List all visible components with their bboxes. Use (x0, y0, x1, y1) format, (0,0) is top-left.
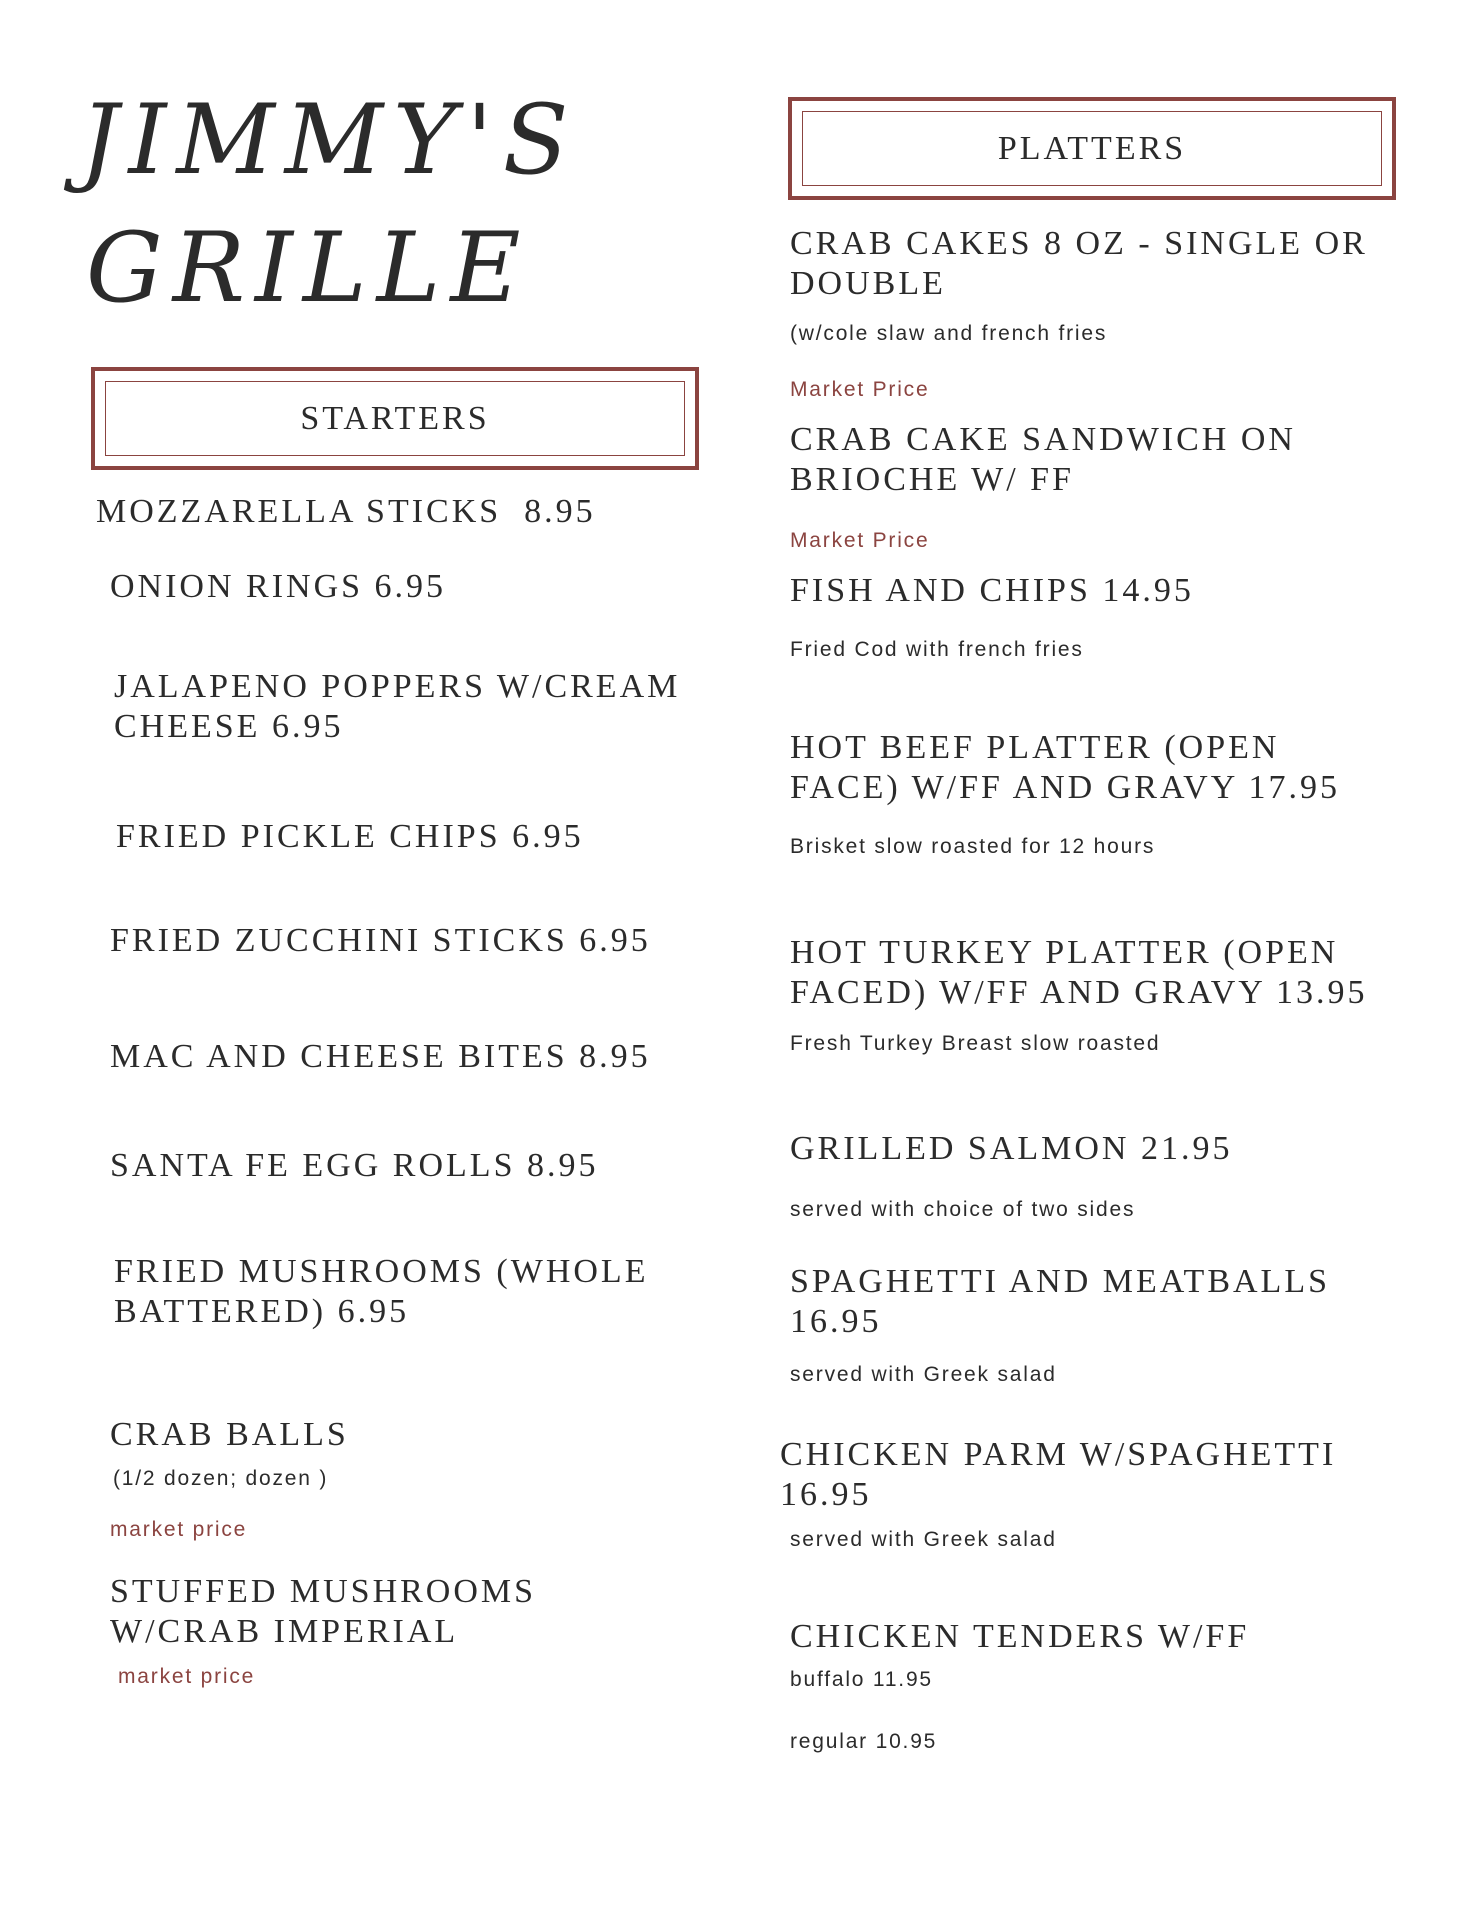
platter-item-name: CHICKEN TENDERS W/FF (790, 1618, 1250, 1655)
platter-item-option: buffalo 11.95 (790, 1668, 933, 1691)
platter-item-price: Market Price (790, 378, 930, 401)
starter-item-name: MAC AND CHEESE BITES 8.95 (110, 1038, 651, 1075)
platter-item-description: served with Greek salad (790, 1363, 1057, 1386)
starter-item-name: FRIED MUSHROOMS (WHOLE BATTERED) 6.95 (114, 1253, 649, 1330)
starters-header-box (91, 367, 699, 470)
starter-item-name: FRIED ZUCCHINI STICKS 6.95 (110, 922, 651, 959)
platter-item-name: SPAGHETTI AND MEATBALLS 16.95 (790, 1263, 1331, 1340)
platter-item-name: HOT TURKEY PLATTER (OPEN FACED) W/FF AND GRAVY 13.95 (790, 934, 1368, 1011)
platter-item-name: GRILLED SALMON 21.95 (790, 1130, 1233, 1167)
platter-item-name: CRAB CAKE SANDWICH ON BRIOCHE W/ FF (790, 421, 1296, 498)
platters-header-box (788, 97, 1396, 200)
starter-item-name: MOZZARELLA STICKS 8.95 (96, 493, 596, 530)
starter-item-price: market price (110, 1518, 248, 1541)
platter-item-name: HOT BEEF PLATTER (OPEN FACE) W/FF AND GRAVY 17.95 (790, 729, 1340, 806)
restaurant-name-line-2: GRILLE (86, 212, 531, 324)
platter-item-name: CHICKEN PARM W/SPAGHETTI 16.95 (780, 1436, 1337, 1513)
platter-item-description: served with Greek salad (790, 1528, 1057, 1551)
starter-item-name: JALAPENO POPPERS W/CREAM CHEESE 6.95 (114, 668, 681, 745)
platter-item-price: Market Price (790, 529, 930, 552)
platter-item-description: (w/cole slaw and french fries (790, 322, 1108, 345)
starter-item-name: FRIED PICKLE CHIPS 6.95 (116, 818, 584, 855)
starter-item-description: (1/2 dozen; dozen ) (113, 1467, 329, 1490)
platter-item-description: Brisket slow roasted for 12 hours (790, 835, 1156, 858)
starter-item-name: STUFFED MUSHROOMS W/CRAB IMPERIAL (110, 1573, 537, 1650)
platter-item-name: CRAB CAKES 8 OZ - SINGLE OR DOUBLE (790, 225, 1368, 302)
starter-item-name: SANTA FE EGG ROLLS 8.95 (110, 1147, 599, 1184)
platter-item-option: regular 10.95 (790, 1730, 938, 1753)
starter-item-price: market price (118, 1665, 256, 1688)
starters-heading: STARTERS (300, 399, 490, 437)
platters-heading: PLATTERS (997, 129, 1187, 167)
platter-item-name: FISH AND CHIPS 14.95 (790, 572, 1194, 609)
platter-item-description: served with choice of two sides (790, 1198, 1136, 1221)
platter-item-description: Fresh Turkey Breast slow roasted (790, 1032, 1161, 1055)
restaurant-name-line-1: JIMMY'S (80, 84, 579, 196)
starter-item-name: CRAB BALLS (110, 1416, 349, 1453)
platter-item-description: Fried Cod with french fries (790, 638, 1084, 661)
starter-item-name: ONION RINGS 6.95 (110, 568, 447, 605)
